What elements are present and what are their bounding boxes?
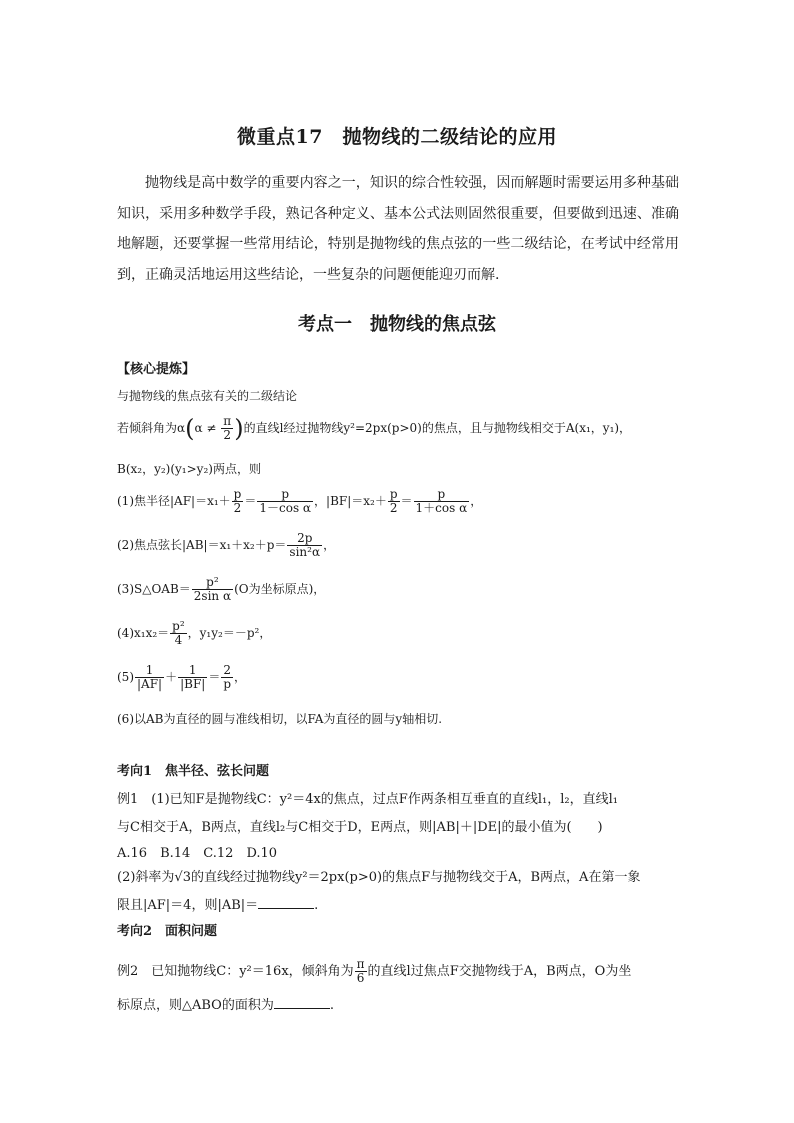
example1-part2-line1: (2)斜率为√3的直线经过抛物线y²＝2px(p>0)的焦点F与抛物线交于A，B两点，A在第一象 — [117, 870, 641, 885]
example1-line1: 例1 (1)已知F是抛物线C：y²＝4x的焦点，过点F作两条相互垂直的直线l₁，l₂，直线l₁ — [117, 792, 618, 807]
example1-part2-line2: 限且|AF|＝4，则|AB|＝ . — [117, 898, 319, 913]
core-heading: 【核心提炼】 — [117, 362, 196, 377]
example2-line2: 标原点，则△ABO的面积为 . — [117, 998, 334, 1013]
fraction-pi-over-6: $\frac{\pi}{6}$ — [356, 957, 365, 986]
sqrt-3: √3 — [174, 870, 191, 885]
example1-line2: 与C相交于A，B两点，直线l₂与C相交于D，E两点，则|AB|＋|DE|的最小值为( ) — [117, 820, 603, 835]
fraction-pi-over-2: $\frac{\pi}{2}$ — [223, 414, 232, 443]
result-5: (5) $\frac{1}{|AF|}$ ＋ $\frac{1}{|BF|}$ ＝ $\frac{2}{p}$ ， — [117, 663, 247, 692]
answer-blank — [274, 996, 330, 1009]
topic2-heading: 考向2 面积问题 — [117, 924, 218, 939]
section-title: 考点一 抛物线的焦点弦 — [298, 314, 496, 335]
example2-line1: 例2 已知抛物线C：y²＝16x，倾斜角为 $\frac{\pi}{6}$ 的直线l过焦点F交抛物线于A，B两点，O为坐 — [117, 957, 632, 986]
result-1: (1)焦半径|AF|＝x₁＋ $\frac{p}{2}$ ＝ $\frac{p}{\text{1－cos α}}$ ，|BF|＝x₂＋ $\frac{p}{2}$ ＝ $\frac{p}{\text{1＋cos α}}$ ， — [117, 487, 483, 516]
result-2: (2)焦点弦长|AB|＝x₁＋x₂＋p＝ $\frac{2p}{\text{sin²α}}$ ， — [117, 531, 336, 560]
example1-choices: A.16 B.14 C.12 D.10 — [117, 846, 278, 861]
page-title: 微重点17 抛物线的二级结论的应用 — [237, 126, 557, 148]
result-6: (6)以AB为直径的圆与准线相切，以FA为直径的圆与y轴相切. — [117, 712, 443, 726]
result-4: (4)x₁x₂＝ $\frac{\text{p²}}{4}$ ，y₁y₂＝－p²， — [117, 619, 272, 648]
intro-paragraph: 抛物线是高中数学的重要内容之一，知识的综合性较强，因而解题时需要运用多种基础知识，采用多种数学手段，熟记各种定义、基本公式法则固然很重要，但要做到迅速、准确地解题，还要掌握一些常用结论，特别是抛物线的焦点弦的一些二级结论，在考试中经常用到，正确灵活地运用这些结论，一些复杂的问题便能迎刃而解. — [117, 175, 679, 283]
answer-blank — [258, 896, 314, 909]
core-subheading: 与抛物线的焦点弦有关的二级结论 — [117, 389, 298, 403]
premise-line-2: B(x₂，y₂)(y₁>y₂)两点，则 — [117, 462, 261, 476]
premise-line-1: 若倾斜角为α(α ≠ $\frac{\pi}{2}$ )的直线l经过抛物线y²=2px(p>0)的焦点，且与抛物线相交于A(x₁，y₁)， — [117, 414, 632, 443]
topic1-heading: 考向1 焦半径、弦长问题 — [117, 764, 270, 779]
result-3: (3)S△OAB＝ $\frac{\text{p²}}{\text{2sin α}}$ (O为坐标原点)， — [117, 575, 326, 604]
